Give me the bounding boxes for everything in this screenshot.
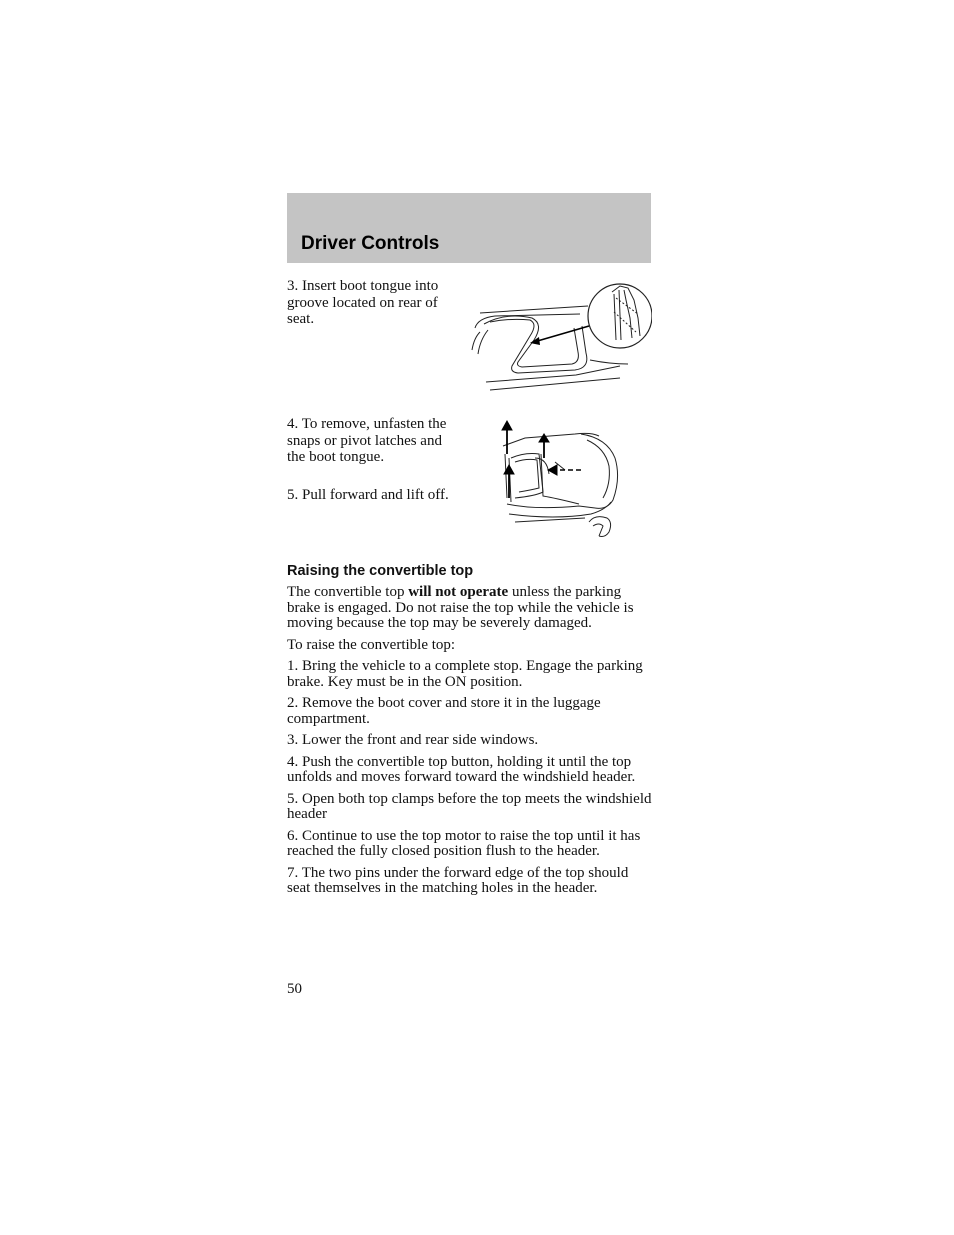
instruction-step-3: 3. Insert boot tongue into groove located on rear of seat. <box>287 278 439 327</box>
page-title: Driver Controls <box>301 233 440 254</box>
section-header-band <box>287 193 651 263</box>
list-item: 5. Open both top clamps before the top meets the windshield header <box>287 790 652 822</box>
intro-paragraph <box>287 585 653 632</box>
list-item: 3. Lower the front and rear side windows. <box>287 732 539 748</box>
instruction-step-5: 5. Pull forward and lift off. <box>287 487 449 503</box>
boot-tongue-illustration <box>470 278 652 398</box>
intro-warning-bold: will not operate <box>408 584 509 600</box>
intro-text-end: unless the parking brake is engaged. Do not raise the top while the vehicle is moving because the top may be severely damaged. <box>287 584 634 631</box>
lead-paragraph: To raise the convertible top: <box>287 636 456 653</box>
page-number: 50 <box>287 981 302 997</box>
boot-removal-illustration <box>495 418 625 542</box>
list-item: 6. Continue to use the top motor to raise the top until it has reached the fully closed position flush to the header. <box>287 827 641 859</box>
intro-text-start: The convertible top <box>287 584 409 600</box>
instruction-step-4: 4. To remove, unfasten the snaps or pivot latches and the boot tongue. <box>287 416 447 465</box>
list-item: 4. Push the convertible top button, holding it until the top unfolds and moves forward toward the windshield header. <box>287 753 636 785</box>
section-heading: Raising the convertible top <box>287 563 474 579</box>
list-item: 1. Bring the vehicle to a complete stop. Engage the parking brake. Key must be in the ON position. <box>287 658 643 690</box>
list-item: 2. Remove the boot cover and store it in the luggage compartment. <box>287 695 601 727</box>
section-body <box>287 585 653 903</box>
list-item: 7. The two pins under the forward edge of the top should seat themselves in the matching holes in the header. <box>287 864 629 896</box>
